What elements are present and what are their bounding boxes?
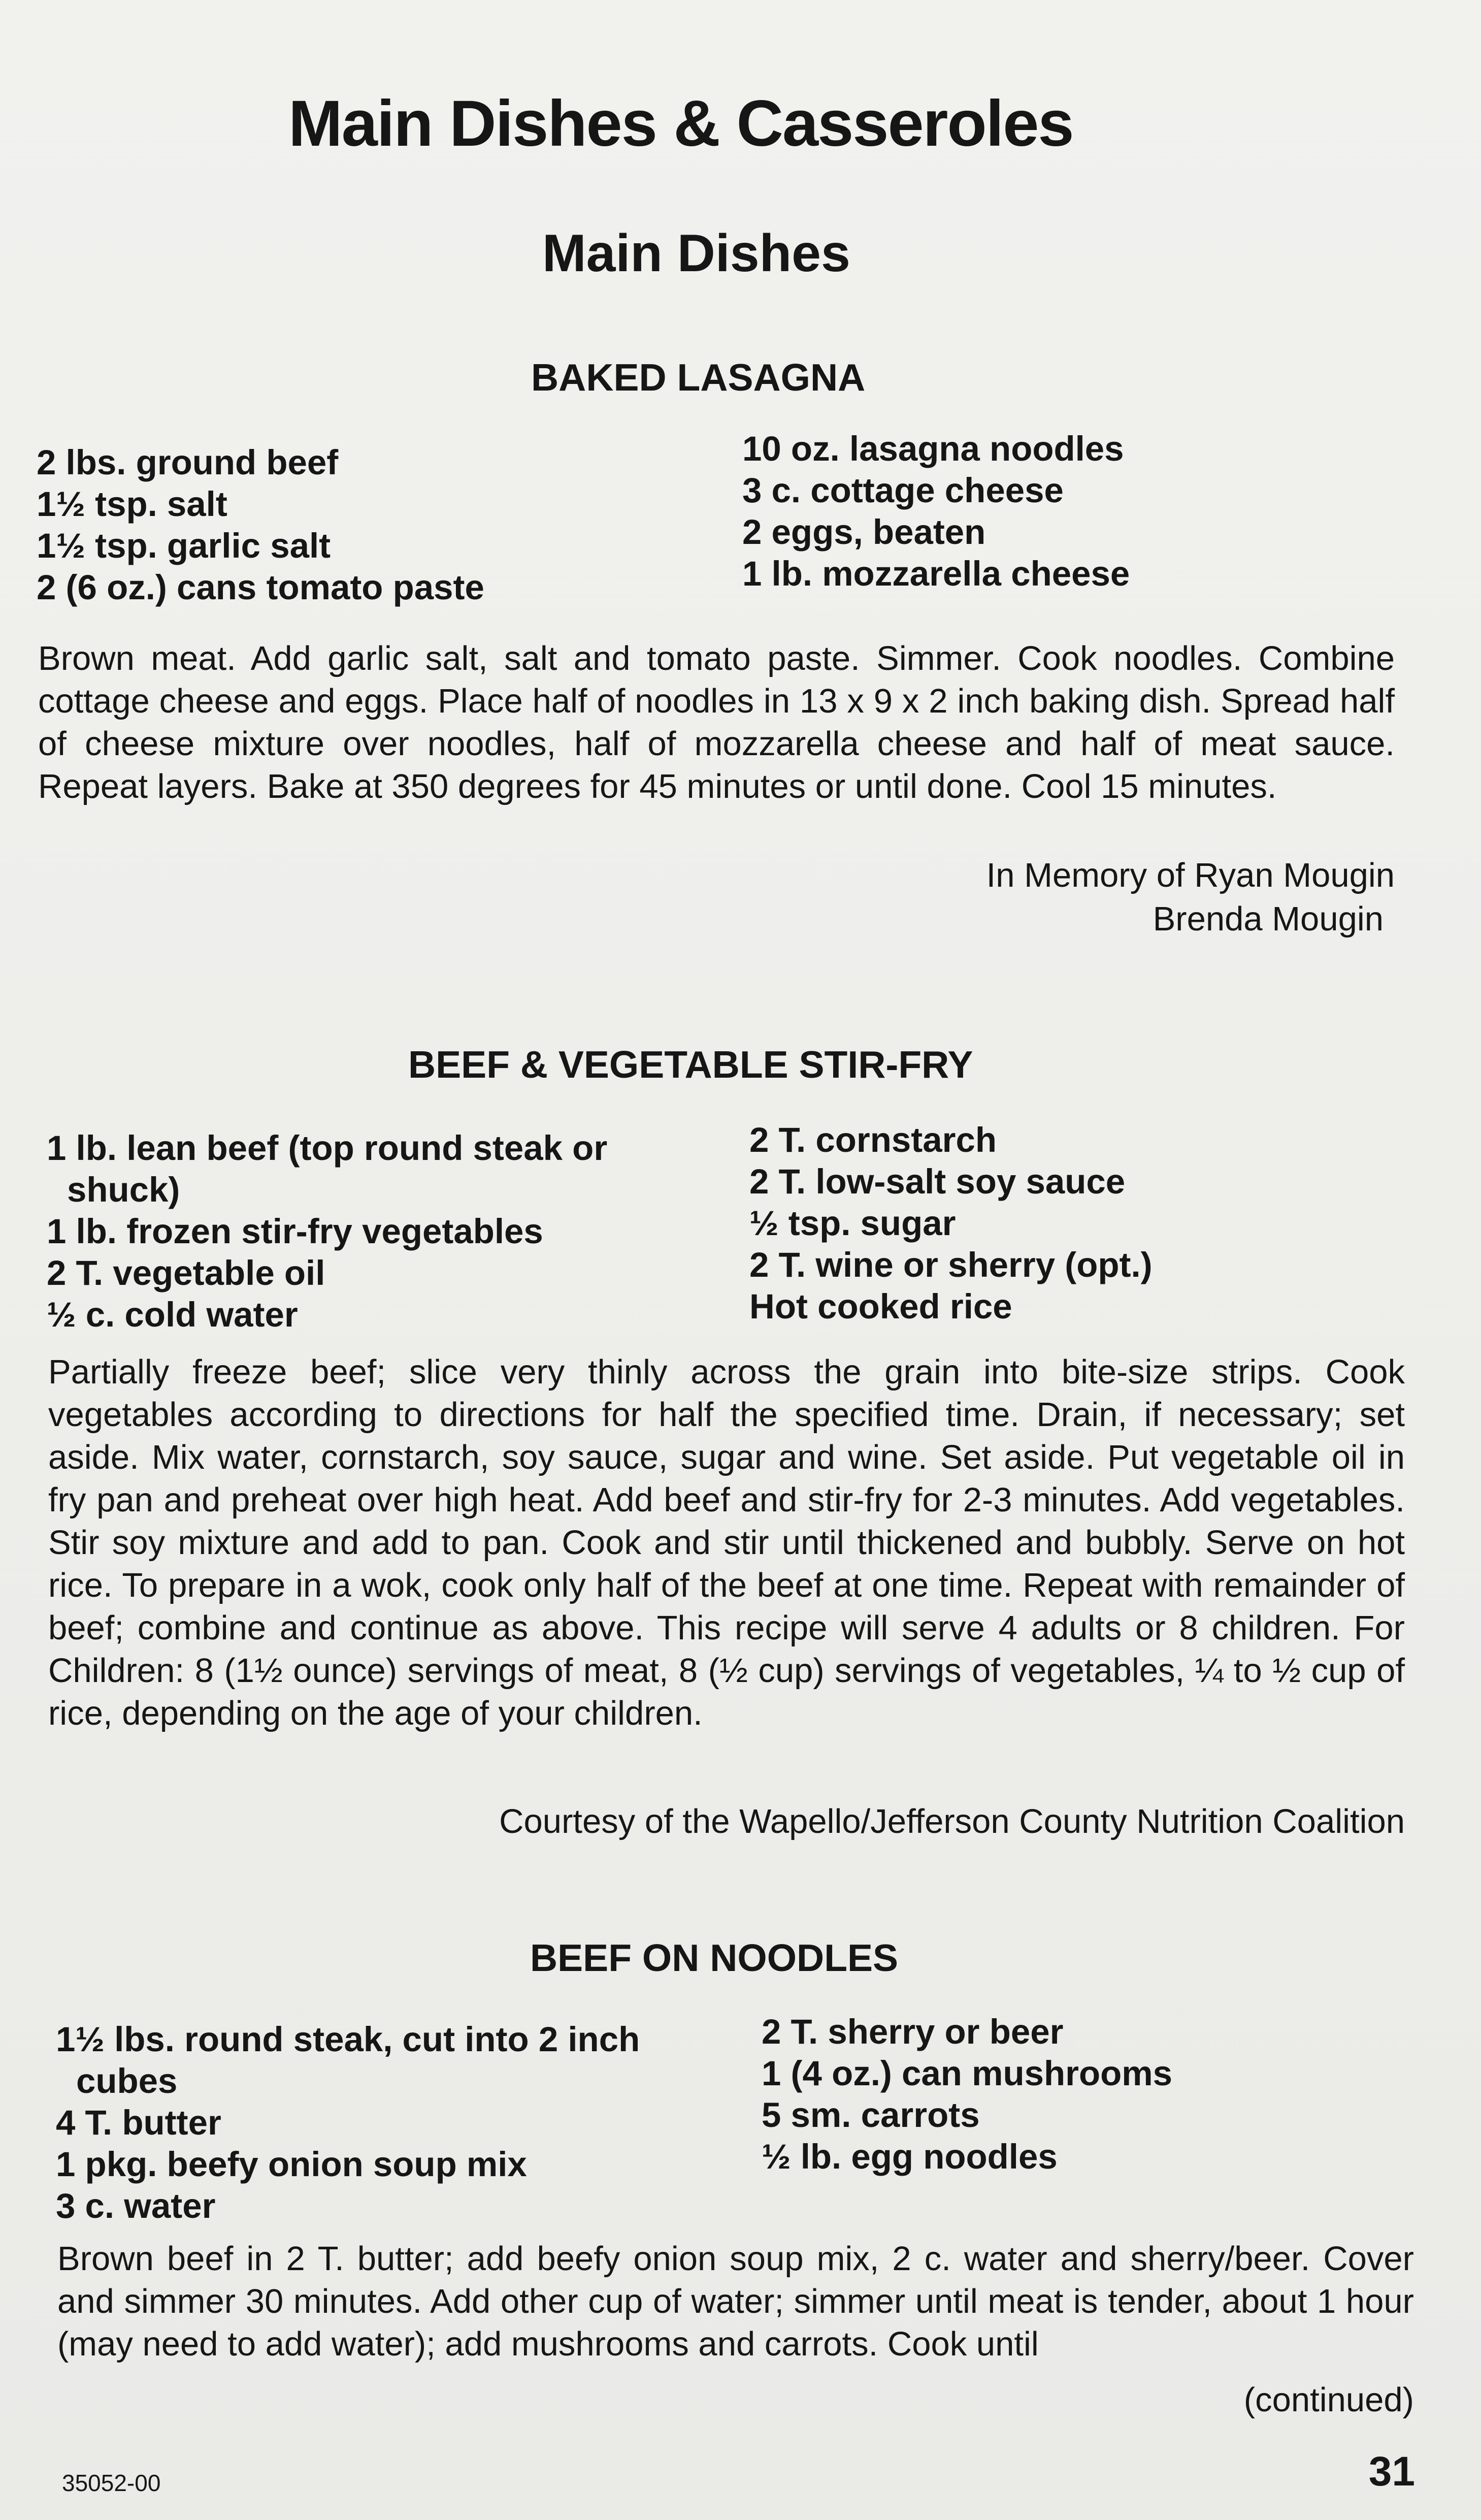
directions-stir-fry: Partially freeze beef; slice very thinly across the grain into bite-size strips. Cook vegetables according to directions for half the specified time. Drain, if necessary; set aside. Mix water, cornstarch, soy sauce, sugar and wine. Set aside. Put vegetable oil in fry pan and preheat over high heat. Add beef and stir-fry for 2-3 minutes. Add vegetables. Stir soy mixture and add to pan. Cook and stir until thickened and bubbly. Serve on hot rice. To prepare in a wok, cook only half of the beef at one time. Repeat with remainder of beef; combine and continue as above. This recipe will serve 4 adults or 8 children. For Children: 8 (1½ ounce) servings of meat, 8 (½ cup) servings of vegetables, ¼ to ½ cup of rice, depending on the age of your children. <box>48 1353 1405 1732</box>
continued-label: (continued) <box>1243 2381 1414 2419</box>
ingredient-continuation: cubes <box>76 2061 178 2101</box>
ingredients-right-beef-on-noodles <box>762 2011 1172 2178</box>
credit-lasagna-1: In Memory of Ryan Mougin <box>986 856 1395 894</box>
ingredient: ½ lb. egg noodles <box>762 2137 1058 2176</box>
directions-beef-on-noodles: Brown beef in 2 T. butter; add beefy onion soup mix, 2 c. water and sherry/beer. Cover and simmer 30 minutes. Add other cup of water; simmer until meat is tender, about 1 hour (may need to add water); add mushrooms and carrots. Cook until <box>57 2240 1414 2363</box>
ingredient: 1 lb. frozen stir-fry vegetables <box>47 1212 543 1251</box>
recipe-title-stir-fry: BEEF & VEGETABLE STIR-FRY <box>408 1043 973 1086</box>
credit-stir-fry: Courtesy of the Wapello/Jefferson County Nutrition Coalition <box>499 1802 1405 1840</box>
ingredient: 10 oz. lasagna noodles <box>742 429 1124 468</box>
ingredient: 2 (6 oz.) cans tomato paste <box>37 568 484 607</box>
section-title: Main Dishes & Casseroles <box>288 87 1073 160</box>
ingredient: 1½ tsp. salt <box>37 484 227 524</box>
ingredient: 2 T. vegetable oil <box>47 1253 325 1293</box>
ingredients-left-beef-on-noodles <box>56 2019 640 2227</box>
ingredients-right-stir-fry <box>749 1119 1153 1328</box>
ingredient: 2 lbs. ground beef <box>37 443 339 482</box>
page-number: 31 <box>1368 2448 1415 2495</box>
footer-code: 35052-00 <box>62 2470 161 2496</box>
ingredient: 1 lb. mozzarella cheese <box>742 554 1130 593</box>
ingredients-left-lasagna <box>37 442 484 608</box>
ingredient-continuation: shuck) <box>67 1170 180 1209</box>
ingredient: ½ tsp. sugar <box>749 1204 956 1243</box>
recipe-title-beef-on-noodles: BEEF ON NOODLES <box>530 1936 899 1979</box>
ingredient: 2 T. wine or sherry (opt.) <box>749 1245 1153 1284</box>
ingredient: Hot cooked rice <box>749 1287 1012 1326</box>
ingredient: ½ c. cold water <box>47 1295 298 1334</box>
ingredient: 4 T. butter <box>56 2103 221 2142</box>
ingredient: 1½ lbs. round steak, cut into 2 inch <box>56 2020 640 2059</box>
ingredient: 3 c. water <box>56 2186 216 2225</box>
ingredient: 2 eggs, beaten <box>742 512 986 552</box>
ingredients-left-stir-fry <box>47 1127 607 1336</box>
ingredient: 1 pkg. beefy onion soup mix <box>56 2145 527 2184</box>
credit-lasagna-2: Brenda Mougin <box>1153 900 1384 938</box>
ingredient: 2 T. cornstarch <box>749 1120 997 1159</box>
ingredient: 5 sm. carrots <box>762 2095 980 2135</box>
directions-lasagna: Brown meat. Add garlic salt, salt and tomato paste. Simmer. Cook noodles. Combine cottage cheese and eggs. Place half of noodles in 13 x 9 x 2 inch baking dish. Spread half of cheese mixture over noodles, half of mozzarella cheese and half of meat sauce. Repeat layers. Bake at 350 degrees for 45 minutes or until done. Cool 15 minutes. <box>38 639 1395 805</box>
ingredient: 1 lb. lean beef (top round steak or <box>47 1128 608 1168</box>
subsection-title: Main Dishes <box>542 224 850 283</box>
ingredient: 3 c. cottage cheese <box>742 471 1064 510</box>
ingredient: 2 T. sherry or beer <box>762 2012 1064 2051</box>
ingredients-right-lasagna <box>742 428 1130 595</box>
ingredient: 1½ tsp. garlic salt <box>37 526 331 565</box>
recipe-title-baked-lasagna: BAKED LASAGNA <box>531 356 866 399</box>
ingredient: 2 T. low-salt soy sauce <box>749 1162 1126 1201</box>
ingredient: 1 (4 oz.) can mushrooms <box>762 2054 1172 2093</box>
